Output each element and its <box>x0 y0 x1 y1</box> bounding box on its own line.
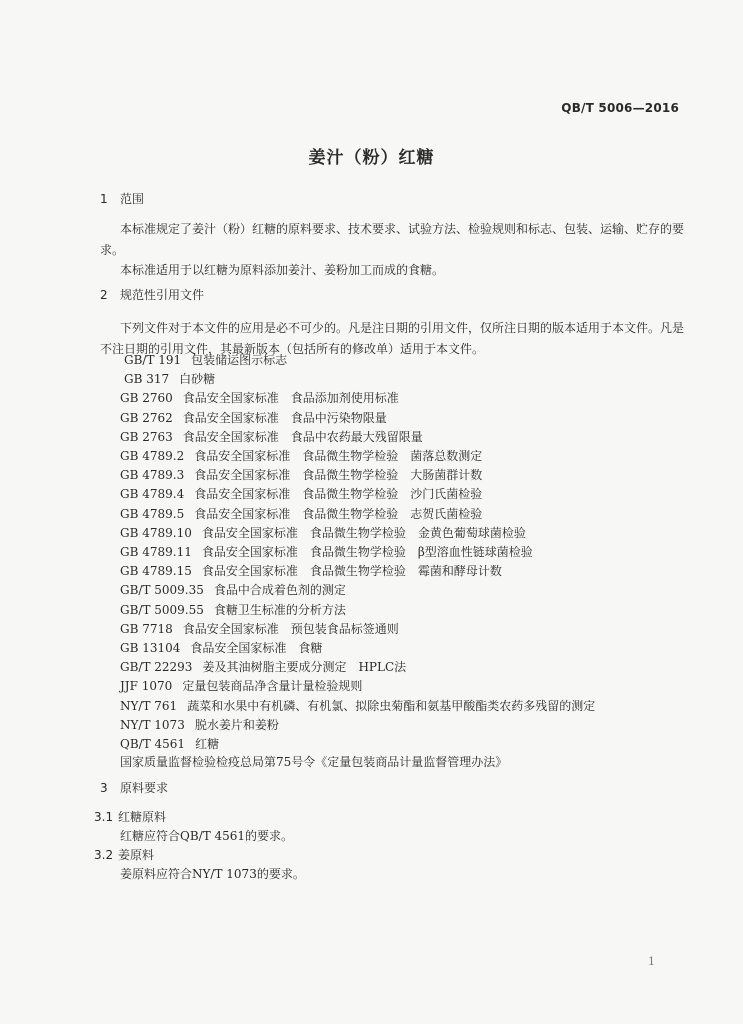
reference-item <box>120 716 279 733</box>
reference-title: 食糖卫生标准的分析方法 <box>213 602 346 617</box>
reference-item <box>120 697 595 714</box>
reference-item <box>120 677 362 694</box>
reference-item <box>120 620 399 637</box>
reference-item <box>120 428 423 445</box>
reference-item <box>120 562 502 579</box>
reference-item <box>120 389 399 406</box>
reference-title: 食品安全国家标准 食品中污染物限量 <box>182 410 387 425</box>
section-2-heading <box>100 286 204 303</box>
reference-title: 包装储运图示标志 <box>191 353 288 367</box>
reference-item <box>120 639 322 656</box>
scope-paragraph-2: 本标准适用于以红糖为原料添加姜汁、姜粉加工而成的食糖。 <box>120 263 445 277</box>
section-number: 1 <box>100 192 108 206</box>
section-3-1-text: 红糖应符合QB/T 4561的要求。 <box>120 829 294 843</box>
reference-item <box>120 581 346 598</box>
reference-code: QB/T 4561 <box>120 737 186 751</box>
reference-code: JJF 1070 <box>120 679 173 694</box>
reference-title: 食品安全国家标准 食糖 <box>190 641 323 655</box>
reference-item <box>124 370 215 387</box>
reference-title: 食品安全国家标准 食品微生物学检验 志贺氏菌检验 <box>194 506 483 521</box>
reference-code: NY/T 1073 <box>120 717 185 732</box>
regulation-reference: 国家质量监督检验检疫总局第75号令《定量包装商品计量监督管理办法》 <box>120 755 508 769</box>
section-title: 原料要求 <box>120 781 169 795</box>
reference-code: GB 2763 <box>120 429 173 444</box>
reference-title: 脱水姜片和姜粉 <box>194 717 279 732</box>
reference-title: 食品安全国家标准 食品添加剂使用标准 <box>182 391 399 406</box>
reference-title: 食品安全国家标准 食品微生物学检验 β型溶血性链球菌检验 <box>201 545 533 559</box>
scope-paragraph-1: 本标准规定了姜汁（粉）红糖的原料要求、技术要求、试验方法、检验规则和标志、包装、运输、贮存的要求。 <box>100 222 685 257</box>
reference-item <box>120 543 533 560</box>
reference-code: GB/T 22293 <box>120 660 193 675</box>
reference-item <box>120 505 482 522</box>
reference-title: 食品安全国家标准 食品微生物学检验 金黄色葡萄球菌检验 <box>201 525 526 540</box>
reference-code: GB 2760 <box>120 391 173 406</box>
section-1-heading <box>100 190 144 207</box>
reference-title: 食品安全国家标准 预包装食品标签通则 <box>182 621 399 636</box>
reference-title: 蔬菜和水果中有机磷、有机氯、拟除虫菊酯和氨基甲酸酯类农药多残留的测定 <box>187 698 596 713</box>
section-3-heading <box>100 779 168 796</box>
reference-item <box>120 524 526 541</box>
page-number: 1 <box>648 955 655 968</box>
subsection-number: 3.1 <box>94 810 114 824</box>
reference-code: GB 4789.11 <box>120 545 192 559</box>
reference-code: GB 4789.4 <box>120 487 185 502</box>
reference-code: NY/T 761 <box>120 698 178 713</box>
reference-code: GB 4789.3 <box>120 468 185 483</box>
reference-code: GB 2762 <box>120 410 173 425</box>
subsection-number: 3.2 <box>94 848 114 862</box>
reference-code: GB 4789.10 <box>120 525 192 540</box>
reference-code: GB 4789.5 <box>120 506 185 521</box>
reference-code: GB 317 <box>124 372 170 387</box>
reference-item <box>120 735 219 752</box>
reference-code: GB 13104 <box>120 641 181 655</box>
reference-title: 姜及其油树脂主要成分测定 HPLC法 <box>202 660 407 675</box>
reference-title: 食品安全国家标准 食品中农药最大残留限量 <box>182 429 423 444</box>
reference-code: GB 4789.15 <box>120 564 192 579</box>
reference-code: GB 4789.2 <box>120 449 185 463</box>
reference-item <box>120 409 387 426</box>
section-3-2-text: 姜原料应符合NY/T 1073的要求。 <box>120 867 305 881</box>
references-intro: 下列文件对于本文件的应用是必不可少的。凡是注日期的引用文件，仅所注日期的版本适用于本文件。凡是不注日期的引用文件，其最新版本（包括所有的修改单）适用于本文件。 <box>100 321 685 356</box>
reference-title: 食品安全国家标准 食品微生物学检验 霉菌和酵母计数 <box>201 564 502 579</box>
document-title: 姜汁（粉）红糖 <box>308 148 435 168</box>
reference-item <box>120 601 346 618</box>
section-3-1-heading <box>94 808 166 825</box>
reference-item <box>120 447 482 464</box>
reference-title: 食品安全国家标准 食品微生物学检验 菌落总数测定 <box>194 449 483 463</box>
reference-title: 食品安全国家标准 食品微生物学检验 大肠菌群计数 <box>194 468 483 483</box>
reference-code: GB 7718 <box>120 621 173 636</box>
reference-title: 红糖 <box>195 737 220 751</box>
reference-title: 食品安全国家标准 食品微生物学检验 沙门氏菌检验 <box>194 487 483 502</box>
section-title: 范围 <box>120 192 145 206</box>
reference-item <box>124 351 287 368</box>
reference-title: 食品中合成着色剂的测定 <box>213 583 346 598</box>
subsection-title: 姜原料 <box>118 848 155 862</box>
subsection-title: 红糖原料 <box>118 810 167 824</box>
reference-item <box>120 485 482 502</box>
standard-number: QB/T 5006—2016 <box>561 101 679 115</box>
reference-item <box>120 658 406 675</box>
reference-code: GB/T 5009.55 <box>120 602 204 617</box>
reference-code: GB/T 5009.35 <box>120 583 204 598</box>
section-number: 2 <box>100 288 108 302</box>
reference-title: 定量包装商品净含量计量检验规则 <box>182 679 363 694</box>
section-title: 规范性引用文件 <box>120 288 205 302</box>
reference-title: 白砂糖 <box>179 372 216 387</box>
reference-item <box>120 466 482 483</box>
section-number: 3 <box>100 781 108 795</box>
reference-code: GB/T 191 <box>124 353 182 367</box>
section-3-2-heading <box>94 846 154 863</box>
